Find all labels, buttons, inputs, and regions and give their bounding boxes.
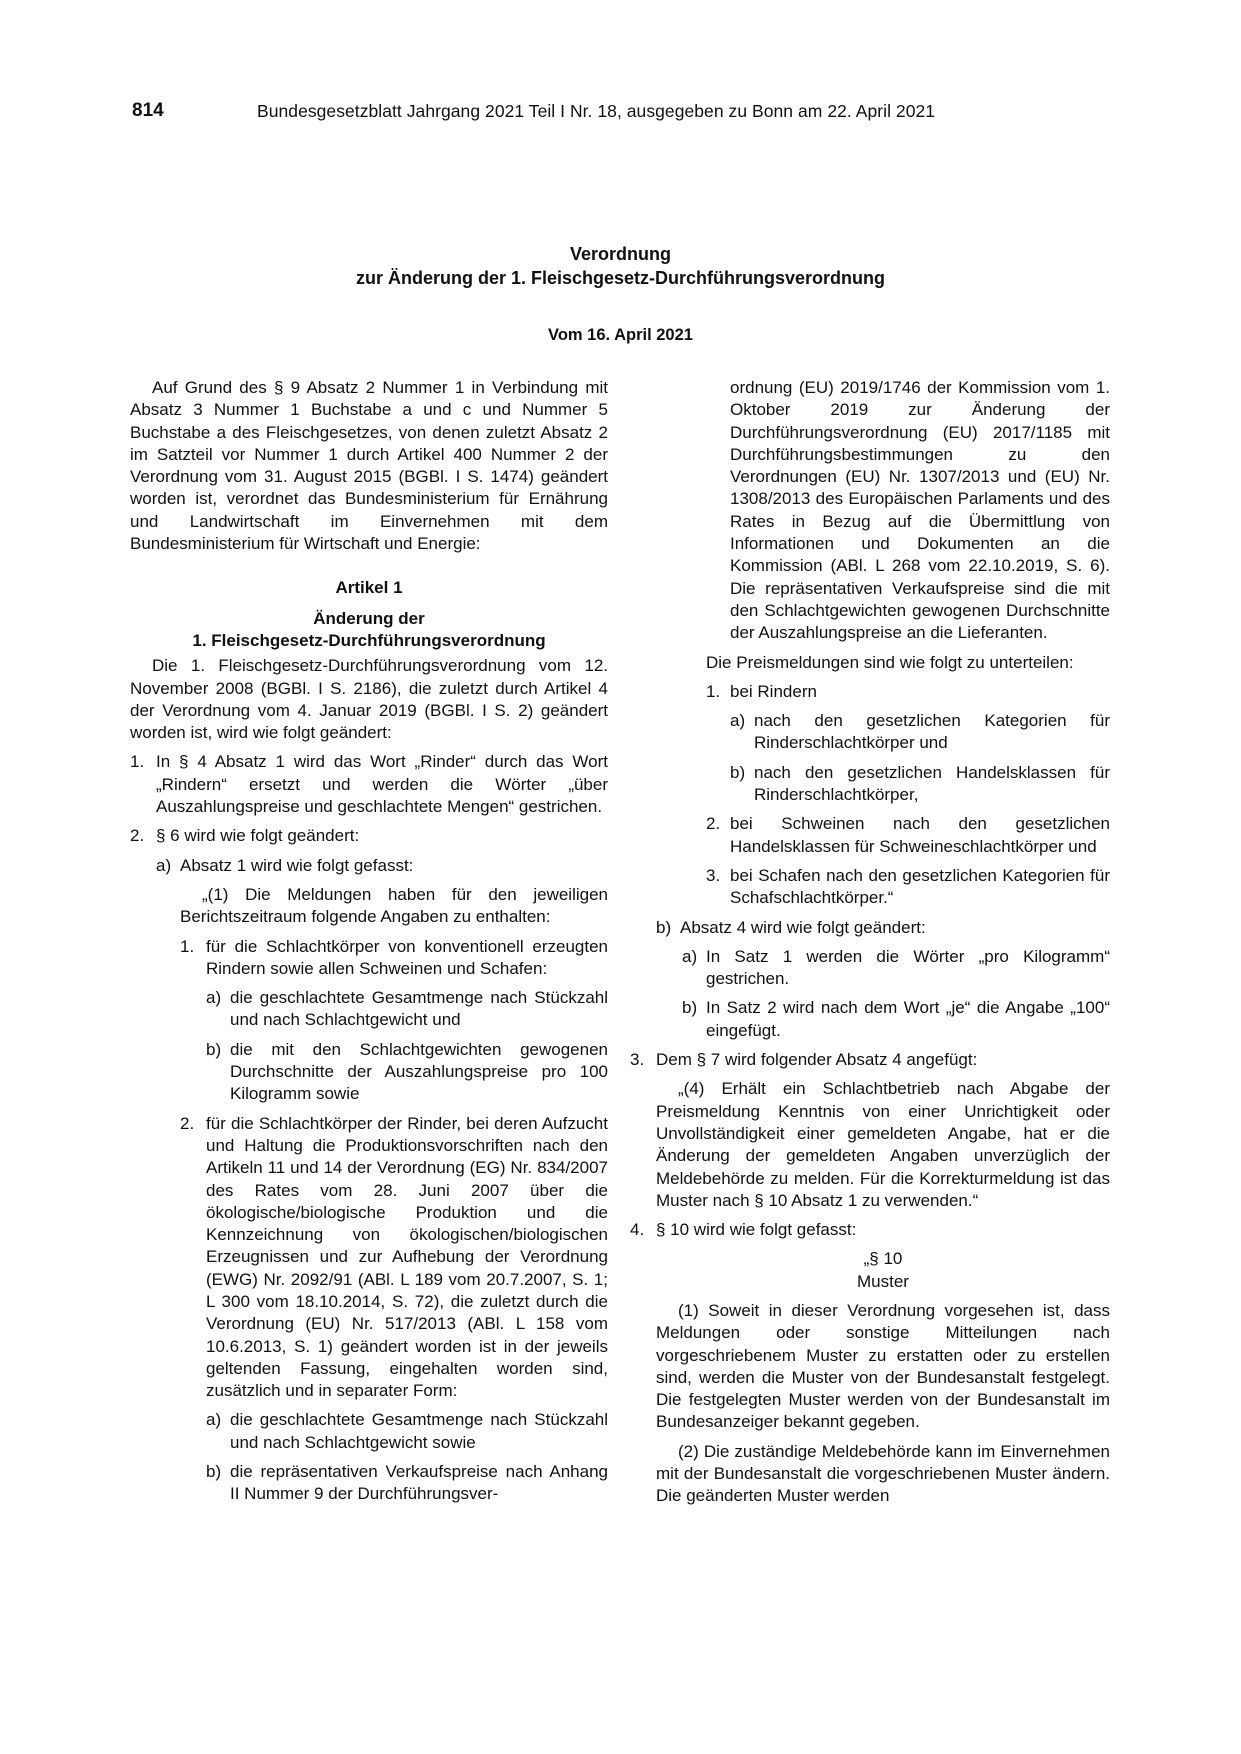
item-number: 1. [706, 681, 721, 701]
title-line-1: Verordnung [569, 244, 671, 264]
article-intro: Die 1. Fleischgesetz-Durchführungsverordnung vom 12. November 2008 (BGBl. I S. 2186), die zuletzt durch Artikel 4 der Verordnung vom 4. Januar 2019 (BGBl. I S. 2) geändert worden ist, wird wie folgt geändert: [130, 656, 608, 743]
item-number: 2. [130, 826, 145, 846]
left-column [130, 377, 608, 1513]
article-title-line-1: Änderung der [313, 608, 425, 628]
item-text: Dem § 7 wird folgender Absatz 4 angefügt: [656, 1050, 978, 1070]
continued-text: ordnung (EU) 2019/1746 der Kommission vom 1. Oktober 2019 zur Änderung der Durchführungsverordnung (EU) 2017/1185 mit Durchführungsbestimmungen zu den Verordnungen (EU) Nr. 1307/2013 und (EU) Nr. 1308/2013 des Europäischen Parlaments und des Rates in Bezug auf die Übermittlung von Informationen und Dokumenten an die Kommission (ABl. L 268 vom 22.10.2019, S. 6). Die repräsentativen Verkaufspreise sind die mit den Schlachtgewichten gewogenen Durchschnitte der Auszahlungspreise an die Lieferanten. [730, 378, 1110, 643]
preamble: Auf Grund des § 9 Absatz 2 Nummer 1 in Verbindung mit Absatz 3 Nummer 1 Buchstabe a und c und Nummer 5 Buchstabe a des Fleischgesetzes, von denen zuletzt Absatz 2 im Satzteil vor Nummer 1 durch Artikel 400 Nummer 2 der Verordnung vom 31. August 2015 (BGBl. I S. 1474) geändert worden ist, verordnet das Bundesministerium für Ernährung und Landwirtschaft im Einvernehmen mit dem Bundesministerium für Wirtschaft und Energie: [130, 378, 608, 554]
section-heading: „§ 10 [863, 1249, 903, 1269]
page-header [132, 100, 992, 126]
list-item [130, 751, 608, 818]
list-item [656, 917, 1110, 939]
list-item [706, 865, 1110, 910]
title-line-2: zur Änderung der 1. Fleischgesetz-Durchführungsverordnung [355, 268, 886, 288]
item-text: bei Rindern [730, 681, 817, 701]
item-number: 1. [180, 936, 195, 956]
item-text: In Satz 1 werden die Wörter „pro Kilogramm“ gestrichen. [706, 946, 1110, 989]
list-item [206, 1461, 608, 1506]
item-number: 3. [706, 865, 721, 885]
list-item [730, 710, 1110, 755]
running-head: Bundesgesetzblatt Jahrgang 2021 Teil I Nr. 18, ausgegeben zu Bonn am 22. April 2021 [257, 101, 936, 121]
list-item [180, 936, 608, 981]
item-number: a) [206, 988, 222, 1008]
item-text: für die Schlachtkörper von konventionell erzeugten Rindern sowie allen Schweinen und Schafen: [206, 936, 608, 978]
list-item [130, 825, 608, 847]
item-text: § 10 wird wie folgt gefasst: [656, 1220, 857, 1240]
item-number: a) [730, 711, 746, 731]
list-item [682, 997, 1110, 1042]
document-title [0, 243, 1241, 345]
item-text: nach den gesetzlichen Handelsklassen für Rinderschlachtkörper, [754, 762, 1110, 805]
list-item [630, 1219, 1110, 1241]
item-number: 1. [130, 752, 145, 772]
list-item [206, 1409, 608, 1454]
item-text: die mit den Schlachtgewichten gewogenen Durchschnitte der Auszahlungspreise pro 100 Kilogramm sowie [230, 1039, 608, 1104]
list-item [730, 762, 1110, 807]
item-number: b) [656, 917, 672, 937]
item-number: b) [730, 762, 746, 782]
item-number: 4. [630, 1220, 645, 1240]
quoted-paragraph: „(4) Erhält ein Schlachtbetrieb nach Abgabe der Preismeldung Kenntnis von einer Unrichtigkeit oder Unvollständigkeit einer gemeldeten Angabe, hat er die Änderung der gemeldeten Angaben unverzüglich der Meldebehörde zu melden. Für die Korrekturmeldung ist das Muster nach § 10 Absatz 1 zu verwenden.“ [656, 1079, 1110, 1210]
item-text: nach den gesetzlichen Kategorien für Rinderschlachtkörper und [754, 711, 1110, 753]
item-text: In Satz 2 wird nach dem Wort „je“ die Angabe „100“ eingefügt. [706, 998, 1110, 1040]
item-text: Absatz 1 wird wie folgt gefasst: [180, 855, 414, 875]
right-column [630, 377, 1110, 1515]
item-text: die geschlachtete Gesamtmenge nach Stückzahl und nach Schlachtgewicht sowie [230, 1410, 608, 1452]
item-text: § 6 wird wie folgt geändert: [156, 826, 360, 846]
list-item [682, 946, 1110, 991]
item-text: In § 4 Absatz 1 wird das Wort „Rinder“ durch das Wort „Rindern“ ersetzt und werden die Wörter „über Auszahlungspreise und geschlachtete Mengen“ gestrichen. [156, 752, 608, 817]
item-number: a) [682, 946, 698, 966]
article-heading: Artikel 1 [335, 578, 403, 598]
section-title: Muster [857, 1271, 909, 1291]
item-text: die repräsentativen Verkaufspreise nach Anhang II Nummer 9 der Durchführungsver- [230, 1462, 608, 1504]
item-number: b) [206, 1462, 222, 1482]
item-text: bei Schafen nach den gesetzlichen Kategorien für Schafschlachtkörper.“ [730, 865, 1110, 908]
item-number: a) [156, 855, 172, 875]
price-intro: Die Preismeldungen sind wie folgt zu unterteilen: [706, 652, 1074, 672]
section-paragraph: (2) Die zuständige Meldebehörde kann im Einvernehmen mit der Bundesanstalt die vorgeschriebenen Muster ändern. Die geänderten Muster werden [656, 1441, 1110, 1506]
item-text: Absatz 4 wird wie folgt geändert: [680, 917, 926, 937]
item-number: b) [682, 998, 698, 1018]
item-text: bei Schweinen nach den gesetzlichen Handelsklassen für Schweineschlachtkörper und [730, 814, 1110, 856]
list-item [630, 1049, 1110, 1071]
list-item [706, 681, 1110, 703]
section-paragraph: (1) Soweit in dieser Verordnung vorgesehen ist, dass Meldungen oder sonstige Mitteilungen nach vorgeschriebenem Muster zu erstatten oder zu erstellen sind, werden die Muster von der Bundesanstalt festgelegt. Die festgelegten Muster werden von der Bundesanstalt im Bundesanzeiger bekannt gegeben. [656, 1300, 1110, 1432]
item-text: die geschlachtete Gesamtmenge nach Stückzahl und nach Schlachtgewicht und [230, 988, 608, 1030]
article-title-line-2: 1. Fleischgesetz-Durchführungsverordnung [192, 630, 546, 650]
item-number: b) [206, 1039, 222, 1059]
page-number: 814 [132, 100, 164, 121]
item-text: für die Schlachtkörper der Rinder, bei deren Aufzucht und Haltung die Produktionsvorschriften nach den Artikeln 11 und 14 der Verordnung (EG) Nr. 834/2007 des Rates vom 28. Juni 2007 über die ökologische/biologische Produktion und die Kennzeichnung von ökologischen/biologischen Erzeugnissen und zur Aufhebung der Verordnung (EWG) Nr. 2092/91 (ABl. L 189 vom 20.7.2007, S. 1; L 300 vom 18.10.2014, S. 72), die zuletzt durch die Verordnung (EU) Nr. 517/2013 (ABl. L 158 vom 10.6.2013, S. 1) geändert worden ist in der jeweils geltenden Fassung, eingehalten worden sind, zusätzlich und in separater Form: [206, 1113, 608, 1401]
list-item [156, 855, 608, 877]
list-item [706, 813, 1110, 858]
item-number: a) [206, 1410, 222, 1430]
list-item [206, 987, 608, 1032]
title-date: Vom 16. April 2021 [548, 326, 693, 344]
item-number: 2. [706, 814, 721, 834]
list-item [180, 1113, 608, 1403]
item-number: 2. [180, 1113, 195, 1133]
list-item [206, 1039, 608, 1106]
item-number: 3. [630, 1050, 645, 1070]
quoted-paragraph: „(1) Die Meldungen haben für den jeweiligen Berichtszeitraum folgende Angaben zu enthalten: [180, 884, 608, 927]
